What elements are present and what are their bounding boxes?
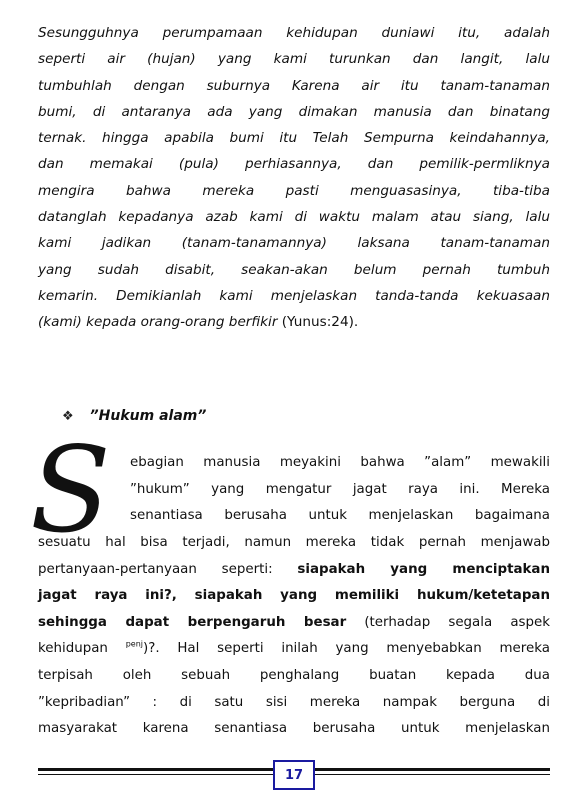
paragraph-line — [38, 636, 550, 663]
text-bold: siapakah yang menciptakan — [297, 561, 550, 577]
text-normal: )?. Hal seperti inilah yang menyebabkan mereka — [142, 641, 550, 657]
paragraph-line — [38, 557, 550, 584]
quote-last-line — [38, 309, 550, 335]
quote-line: datanglah kepadanya azab kami di waktu malam atau siang, lalu — [38, 209, 550, 226]
quote-citation: (Yunus:24). — [277, 314, 359, 331]
text-bold: sehingga dapat berpengaruh besar — [38, 614, 347, 630]
quote-line: tumbuhlah dengan suburnya Karena air itu tanam-tanaman — [38, 77, 550, 94]
text-normal: (terhadap segala aspek — [346, 614, 550, 630]
paragraph-line: senantiasa berusaha untuk menjelaskan bagaimana — [130, 508, 550, 524]
drop-cap: S — [30, 421, 111, 559]
quote-block — [38, 20, 550, 336]
quote-line: yang sudah disabit, seakan-akan belum pernah tumbuh — [38, 261, 550, 278]
quote-last-text: (kami) kepada orang-orang berfikir — [38, 314, 278, 331]
text-normal: kehidupan — [38, 641, 126, 657]
quote-line: Sesungguhnya perumpamaan kehidupan duniawi itu, adalah — [38, 25, 550, 41]
paragraph-line: jagat raya ini?, siapakah yang memiliki hukum/ketetapan — [38, 588, 550, 604]
quote-line: ternak. hingga apabila bumi itu Telah Sempurna keindahannya, — [38, 130, 550, 147]
paragraph-line — [38, 610, 550, 637]
quote-line: seperti air (hujan) yang kami turunkan dan langit, lalu — [38, 51, 550, 68]
page-number: 17 — [273, 760, 315, 790]
paragraph-line: ebagian manusia meyakini bahwa ”alam” mewakili — [130, 455, 550, 470]
paragraph-line: masyarakat karena senantiasa berusaha untuk menjelaskan — [38, 721, 550, 737]
quote-line: kami jadikan (tanam-tanamannya) laksana tanam-tanaman — [38, 235, 550, 252]
paragraph-body — [38, 530, 550, 743]
paragraph-line: ”hukum” yang mengatur jagat raya ini. Mereka — [130, 481, 550, 497]
paragraph-line: ”kepribadian” : di satu sisi mereka nampak berguna di — [38, 694, 550, 710]
paragraph-line: terpisah oleh sebuah penghalang buatan kepada dua — [38, 667, 550, 683]
superscript-note: penj — [125, 639, 143, 649]
quote-line: kemarin. Demikianlah kami menjelaskan tanda-tanda kekuasaan — [38, 287, 550, 304]
quote-line: mengira bahwa mereka pasti menguasasinya, tiba-tiba — [38, 182, 550, 199]
paragraph-intro — [130, 450, 550, 530]
section-title: ”Hukum alam” — [89, 408, 207, 424]
paragraph-line: sesuatu hal bisa terjadi, namun mereka tidak pernah menjawab — [38, 535, 550, 550]
text-normal: pertanyaan-pertanyaan seperti: — [38, 561, 298, 577]
quote-line: bumi, di antaranya ada yang dimakan manusia dan binatang — [38, 103, 550, 120]
diamond-bullet-icon: ❖ — [62, 408, 74, 424]
quote-line: dan memakai (pula) perhiasannya, dan pemilik-permliknya — [38, 156, 550, 173]
